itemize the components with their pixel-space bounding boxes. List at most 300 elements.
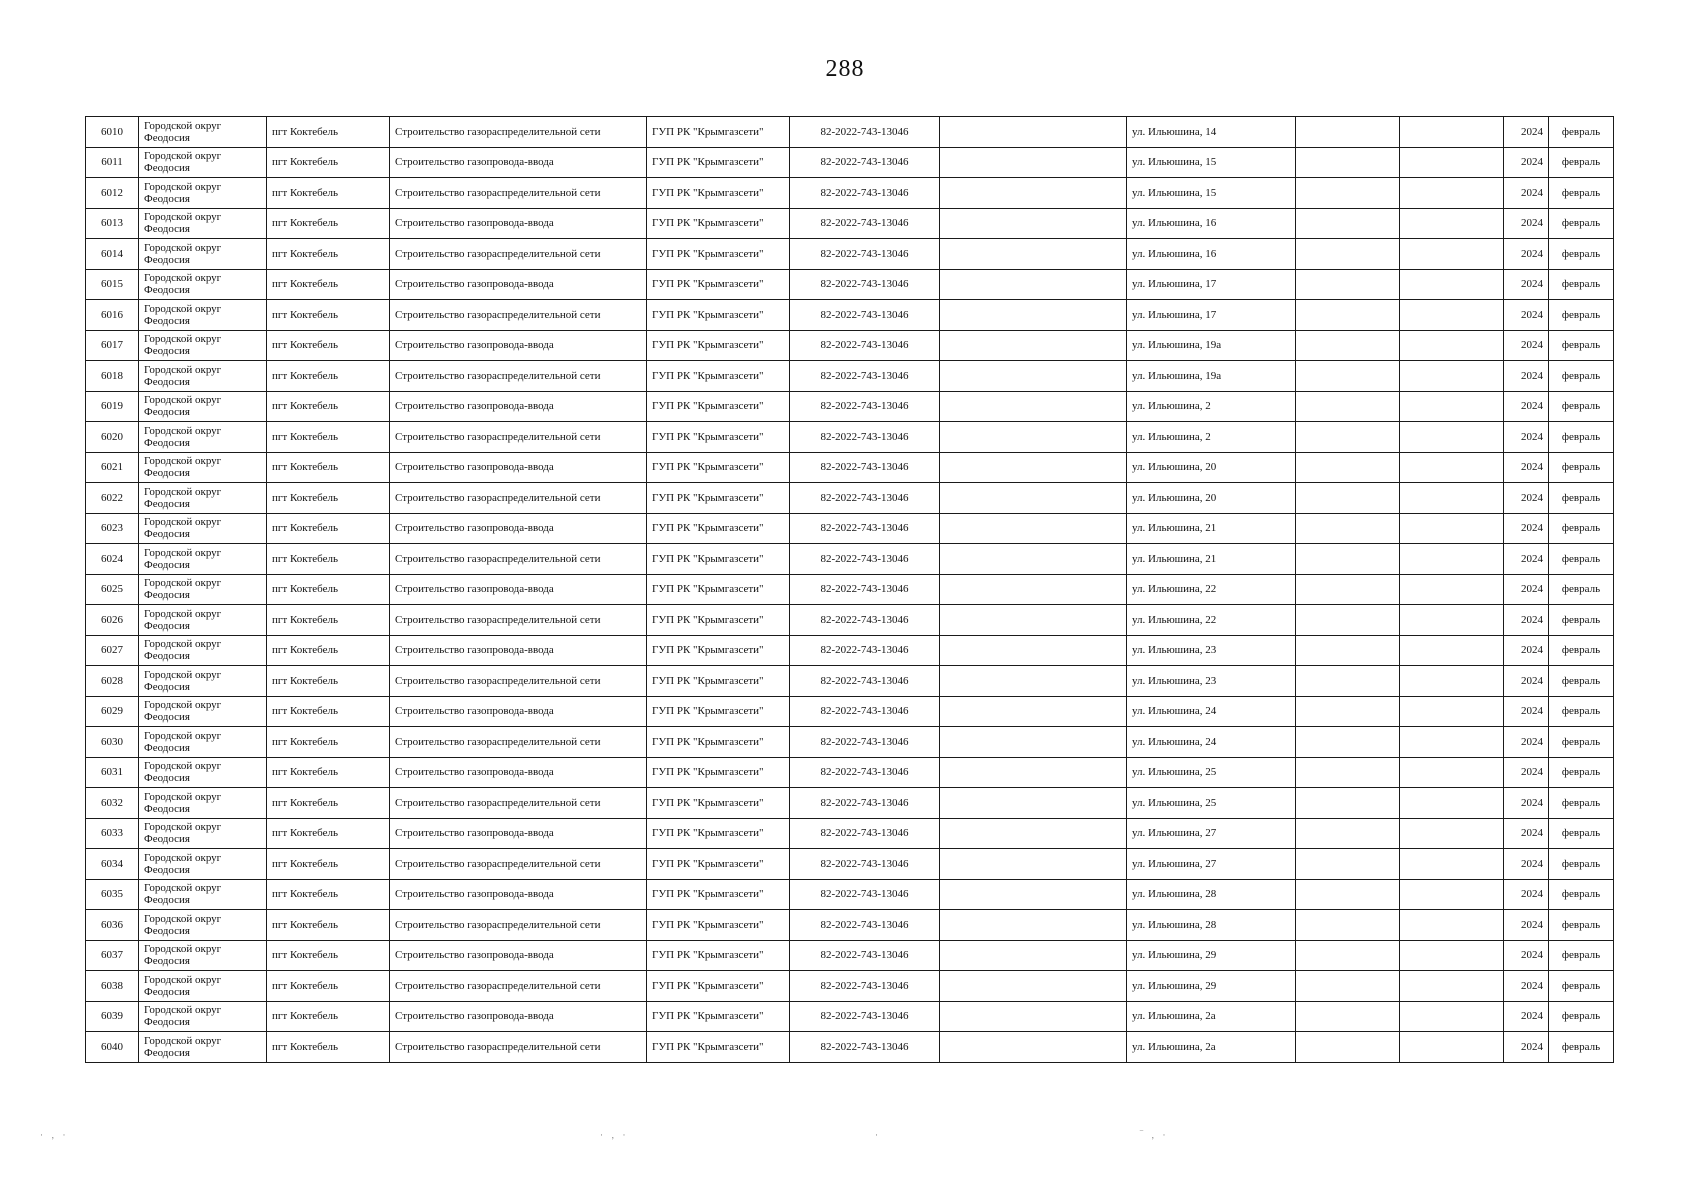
district-line: Городской округ <box>144 760 222 773</box>
work-type-cell: Строительство газопровода-ввода <box>390 574 647 605</box>
empty-cell <box>940 574 1127 605</box>
district-line: Городской округ <box>144 1004 222 1017</box>
district-line: Феодосия <box>144 131 190 144</box>
registry-code-cell: 82-2022-743-13046 <box>790 269 940 300</box>
organization-cell: ГУП РК "Крымгазсети" <box>647 605 790 636</box>
row-number-cell: 6023 <box>86 513 139 544</box>
empty-cell <box>1296 300 1400 331</box>
table-row <box>86 147 1614 178</box>
district-line: Городской округ <box>144 394 222 407</box>
scan-speck: · ‚ · <box>40 1130 69 1140</box>
district-line: Феодосия <box>144 528 190 541</box>
district-line: Городской округ <box>144 272 222 285</box>
registry-table <box>85 116 1614 1063</box>
row-number-cell: 6029 <box>86 696 139 727</box>
empty-cell <box>940 605 1127 636</box>
district-cell <box>139 330 267 361</box>
year-cell: 2024 <box>1504 1032 1549 1063</box>
address-cell: ул. Ильюшина, 27 <box>1127 818 1296 849</box>
year-cell: 2024 <box>1504 910 1549 941</box>
district-cell <box>139 574 267 605</box>
table-row <box>86 269 1614 300</box>
settlement-cell: пгт Коктебель <box>267 483 390 514</box>
district-cell <box>139 879 267 910</box>
registry-code-cell: 82-2022-743-13046 <box>790 1032 940 1063</box>
month-cell: февраль <box>1549 391 1614 422</box>
empty-cell <box>1296 178 1400 209</box>
year-cell: 2024 <box>1504 239 1549 270</box>
organization-cell: ГУП РК "Крымгазсети" <box>647 910 790 941</box>
organization-cell: ГУП РК "Крымгазсети" <box>647 391 790 422</box>
table-row <box>86 849 1614 880</box>
organization-cell: ГУП РК "Крымгазсети" <box>647 178 790 209</box>
registry-code-cell: 82-2022-743-13046 <box>790 666 940 697</box>
table-row <box>86 117 1614 148</box>
month-cell: февраль <box>1549 330 1614 361</box>
row-number-cell: 6021 <box>86 452 139 483</box>
work-type-cell: Строительство газопровода-ввода <box>390 757 647 788</box>
row-number-cell: 6020 <box>86 422 139 453</box>
work-type-cell: Строительство газораспределительной сети <box>390 605 647 636</box>
settlement-cell: пгт Коктебель <box>267 788 390 819</box>
empty-cell <box>1296 849 1400 880</box>
empty-cell <box>1296 910 1400 941</box>
district-cell <box>139 208 267 239</box>
registry-code-cell: 82-2022-743-13046 <box>790 178 940 209</box>
district-line: Феодосия <box>144 436 190 449</box>
month-cell: февраль <box>1549 452 1614 483</box>
organization-cell: ГУП РК "Крымгазсети" <box>647 117 790 148</box>
year-cell: 2024 <box>1504 147 1549 178</box>
settlement-cell: пгт Коктебель <box>267 239 390 270</box>
empty-cell <box>940 757 1127 788</box>
empty-cell <box>940 239 1127 270</box>
organization-cell: ГУП РК "Крымгазсети" <box>647 239 790 270</box>
work-type-cell: Строительство газораспределительной сети <box>390 727 647 758</box>
empty-cell <box>940 910 1127 941</box>
address-cell: ул. Ильюшина, 21 <box>1127 544 1296 575</box>
district-line: Феодосия <box>144 650 190 663</box>
table-row <box>86 178 1614 209</box>
table-row <box>86 574 1614 605</box>
row-number-cell: 6039 <box>86 1001 139 1032</box>
district-line: Городской округ <box>144 668 222 681</box>
settlement-cell: пгт Коктебель <box>267 391 390 422</box>
year-cell: 2024 <box>1504 635 1549 666</box>
registry-code-cell: 82-2022-743-13046 <box>790 422 940 453</box>
year-cell: 2024 <box>1504 1001 1549 1032</box>
district-cell <box>139 1032 267 1063</box>
district-line: Городской округ <box>144 882 222 895</box>
organization-cell: ГУП РК "Крымгазсети" <box>647 544 790 575</box>
address-cell: ул. Ильюшина, 27 <box>1127 849 1296 880</box>
address-cell: ул. Ильюшина, 21 <box>1127 513 1296 544</box>
row-number-cell: 6031 <box>86 757 139 788</box>
organization-cell: ГУП РК "Крымгазсети" <box>647 452 790 483</box>
district-line: Феодосия <box>144 711 190 724</box>
district-line: Городской округ <box>144 912 222 925</box>
month-cell: февраль <box>1549 605 1614 636</box>
row-number-cell: 6018 <box>86 361 139 392</box>
empty-cell <box>940 635 1127 666</box>
settlement-cell: пгт Коктебель <box>267 696 390 727</box>
empty-cell <box>940 513 1127 544</box>
organization-cell: ГУП РК "Крымгазсети" <box>647 849 790 880</box>
address-cell: ул. Ильюшина, 28 <box>1127 879 1296 910</box>
table-row <box>86 971 1614 1002</box>
district-line: Феодосия <box>144 985 190 998</box>
district-line: Городской округ <box>144 333 222 346</box>
registry-code-cell: 82-2022-743-13046 <box>790 574 940 605</box>
registry-code-cell: 82-2022-743-13046 <box>790 239 940 270</box>
work-type-cell: Строительство газораспределительной сети <box>390 117 647 148</box>
settlement-cell: пгт Коктебель <box>267 727 390 758</box>
empty-cell <box>1296 1032 1400 1063</box>
district-line: Городской округ <box>144 790 222 803</box>
month-cell: февраль <box>1549 117 1614 148</box>
district-line: Феодосия <box>144 802 190 815</box>
empty-cell <box>940 483 1127 514</box>
work-type-cell: Строительство газопровода-ввода <box>390 635 647 666</box>
settlement-cell: пгт Коктебель <box>267 849 390 880</box>
month-cell: февраль <box>1549 269 1614 300</box>
row-number-cell: 6037 <box>86 940 139 971</box>
year-cell: 2024 <box>1504 422 1549 453</box>
work-type-cell: Строительство газораспределительной сети <box>390 544 647 575</box>
work-type-cell: Строительство газопровода-ввода <box>390 330 647 361</box>
table-row <box>86 422 1614 453</box>
address-cell: ул. Ильюшина, 24 <box>1127 696 1296 727</box>
empty-cell <box>1296 757 1400 788</box>
empty-cell <box>1296 117 1400 148</box>
address-cell: ул. Ильюшина, 16 <box>1127 239 1296 270</box>
empty-cell <box>1400 544 1504 575</box>
district-cell <box>139 300 267 331</box>
district-line: Городской округ <box>144 485 222 498</box>
district-cell <box>139 269 267 300</box>
month-cell: февраль <box>1549 971 1614 1002</box>
address-cell: ул. Ильюшина, 15 <box>1127 147 1296 178</box>
row-number-cell: 6015 <box>86 269 139 300</box>
year-cell: 2024 <box>1504 269 1549 300</box>
empty-cell <box>1296 971 1400 1002</box>
settlement-cell: пгт Коктебель <box>267 544 390 575</box>
empty-cell <box>1400 208 1504 239</box>
district-line: Феодосия <box>144 497 190 510</box>
row-number-cell: 6040 <box>86 1032 139 1063</box>
empty-cell <box>1296 269 1400 300</box>
empty-cell <box>1296 574 1400 605</box>
district-line: Феодосия <box>144 162 190 175</box>
empty-cell <box>940 971 1127 1002</box>
district-cell <box>139 544 267 575</box>
organization-cell: ГУП РК "Крымгазсети" <box>647 879 790 910</box>
month-cell: февраль <box>1549 666 1614 697</box>
registry-code-cell: 82-2022-743-13046 <box>790 849 940 880</box>
empty-cell <box>1296 940 1400 971</box>
district-line: Феодосия <box>144 924 190 937</box>
empty-cell <box>1296 879 1400 910</box>
row-number-cell: 6014 <box>86 239 139 270</box>
row-number-cell: 6013 <box>86 208 139 239</box>
month-cell: февраль <box>1549 239 1614 270</box>
district-cell <box>139 178 267 209</box>
district-line: Городской округ <box>144 363 222 376</box>
year-cell: 2024 <box>1504 818 1549 849</box>
month-cell: февраль <box>1549 574 1614 605</box>
empty-cell <box>940 269 1127 300</box>
district-cell <box>139 727 267 758</box>
empty-cell <box>1296 666 1400 697</box>
table-row <box>86 361 1614 392</box>
month-cell: февраль <box>1549 300 1614 331</box>
district-cell <box>139 147 267 178</box>
registry-code-cell: 82-2022-743-13046 <box>790 757 940 788</box>
empty-cell <box>1400 361 1504 392</box>
district-line: Феодосия <box>144 955 190 968</box>
district-cell <box>139 849 267 880</box>
district-line: Городской округ <box>144 973 222 986</box>
district-cell <box>139 452 267 483</box>
empty-cell <box>1400 422 1504 453</box>
empty-cell <box>940 422 1127 453</box>
district-line: Феодосия <box>144 223 190 236</box>
month-cell: февраль <box>1549 818 1614 849</box>
district-line: Феодосия <box>144 1046 190 1059</box>
month-cell: февраль <box>1549 788 1614 819</box>
table-row <box>86 483 1614 514</box>
row-number-cell: 6019 <box>86 391 139 422</box>
empty-cell <box>940 696 1127 727</box>
empty-cell <box>1400 1032 1504 1063</box>
year-cell: 2024 <box>1504 971 1549 1002</box>
district-cell <box>139 666 267 697</box>
month-cell: февраль <box>1549 208 1614 239</box>
row-number-cell: 6027 <box>86 635 139 666</box>
address-cell: ул. Ильюшина, 22 <box>1127 605 1296 636</box>
row-number-cell: 6010 <box>86 117 139 148</box>
scan-speck: ‾ ‚ · <box>1140 1130 1169 1140</box>
settlement-cell: пгт Коктебель <box>267 818 390 849</box>
settlement-cell: пгт Коктебель <box>267 910 390 941</box>
organization-cell: ГУП РК "Крымгазсети" <box>647 940 790 971</box>
table-row <box>86 544 1614 575</box>
organization-cell: ГУП РК "Крымгазсети" <box>647 513 790 544</box>
year-cell: 2024 <box>1504 513 1549 544</box>
year-cell: 2024 <box>1504 391 1549 422</box>
address-cell: ул. Ильюшина, 19а <box>1127 361 1296 392</box>
district-line: Феодосия <box>144 741 190 754</box>
district-cell <box>139 757 267 788</box>
empty-cell <box>940 1001 1127 1032</box>
row-number-cell: 6024 <box>86 544 139 575</box>
settlement-cell: пгт Коктебель <box>267 117 390 148</box>
address-cell: ул. Ильюшина, 20 <box>1127 452 1296 483</box>
district-line: Феодосия <box>144 284 190 297</box>
empty-cell <box>1400 1001 1504 1032</box>
empty-cell <box>1296 727 1400 758</box>
address-cell: ул. Ильюшина, 15 <box>1127 178 1296 209</box>
table-row <box>86 605 1614 636</box>
empty-cell <box>1296 788 1400 819</box>
district-line: Городской округ <box>144 302 222 315</box>
district-line: Городской округ <box>144 211 222 224</box>
settlement-cell: пгт Коктебель <box>267 269 390 300</box>
year-cell: 2024 <box>1504 483 1549 514</box>
year-cell: 2024 <box>1504 849 1549 880</box>
registry-code-cell: 82-2022-743-13046 <box>790 300 940 331</box>
registry-code-cell: 82-2022-743-13046 <box>790 971 940 1002</box>
district-cell <box>139 1001 267 1032</box>
district-cell <box>139 483 267 514</box>
district-cell <box>139 605 267 636</box>
address-cell: ул. Ильюшина, 20 <box>1127 483 1296 514</box>
table-row <box>86 696 1614 727</box>
empty-cell <box>1400 239 1504 270</box>
district-line: Феодосия <box>144 833 190 846</box>
table-row <box>86 239 1614 270</box>
table-row <box>86 757 1614 788</box>
registry-code-cell: 82-2022-743-13046 <box>790 361 940 392</box>
empty-cell <box>940 117 1127 148</box>
district-line: Городской округ <box>144 119 222 132</box>
district-line: Феодосия <box>144 558 190 571</box>
empty-cell <box>1400 300 1504 331</box>
registry-code-cell: 82-2022-743-13046 <box>790 1001 940 1032</box>
district-cell <box>139 117 267 148</box>
month-cell: февраль <box>1549 727 1614 758</box>
organization-cell: ГУП РК "Крымгазсети" <box>647 1001 790 1032</box>
organization-cell: ГУП РК "Крымгазсети" <box>647 574 790 605</box>
empty-cell <box>1400 818 1504 849</box>
month-cell: февраль <box>1549 178 1614 209</box>
settlement-cell: пгт Коктебель <box>267 422 390 453</box>
organization-cell: ГУП РК "Крымгазсети" <box>647 269 790 300</box>
settlement-cell: пгт Коктебель <box>267 666 390 697</box>
registry-code-cell: 82-2022-743-13046 <box>790 879 940 910</box>
settlement-cell: пгт Коктебель <box>267 1032 390 1063</box>
address-cell: ул. Ильюшина, 2а <box>1127 1001 1296 1032</box>
organization-cell: ГУП РК "Крымгазсети" <box>647 422 790 453</box>
work-type-cell: Строительство газораспределительной сети <box>390 300 647 331</box>
registry-code-cell: 82-2022-743-13046 <box>790 147 940 178</box>
table-row <box>86 391 1614 422</box>
year-cell: 2024 <box>1504 300 1549 331</box>
empty-cell <box>940 361 1127 392</box>
settlement-cell: пгт Коктебель <box>267 574 390 605</box>
row-number-cell: 6034 <box>86 849 139 880</box>
empty-cell <box>1296 605 1400 636</box>
empty-cell <box>940 788 1127 819</box>
page-number: 288 <box>825 56 865 82</box>
district-cell <box>139 513 267 544</box>
empty-cell <box>1296 330 1400 361</box>
table-row <box>86 635 1614 666</box>
empty-cell <box>1400 696 1504 727</box>
empty-cell <box>1296 544 1400 575</box>
settlement-cell: пгт Коктебель <box>267 940 390 971</box>
year-cell: 2024 <box>1504 208 1549 239</box>
year-cell: 2024 <box>1504 879 1549 910</box>
registry-table-body <box>86 117 1614 1063</box>
month-cell: февраль <box>1549 910 1614 941</box>
district-line: Феодосия <box>144 253 190 266</box>
settlement-cell: пгт Коктебель <box>267 1001 390 1032</box>
row-number-cell: 6032 <box>86 788 139 819</box>
address-cell: ул. Ильюшина, 2 <box>1127 391 1296 422</box>
empty-cell <box>1296 239 1400 270</box>
organization-cell: ГУП РК "Крымгазсети" <box>647 788 790 819</box>
empty-cell <box>1296 635 1400 666</box>
work-type-cell: Строительство газораспределительной сети <box>390 849 647 880</box>
empty-cell <box>1400 483 1504 514</box>
empty-cell <box>1400 727 1504 758</box>
address-cell: ул. Ильюшина, 24 <box>1127 727 1296 758</box>
row-number-cell: 6035 <box>86 879 139 910</box>
registry-code-cell: 82-2022-743-13046 <box>790 818 940 849</box>
registry-code-cell: 82-2022-743-13046 <box>790 635 940 666</box>
address-cell: ул. Ильюшина, 19а <box>1127 330 1296 361</box>
registry-code-cell: 82-2022-743-13046 <box>790 788 940 819</box>
table-row <box>86 513 1614 544</box>
empty-cell <box>1400 452 1504 483</box>
table-row <box>86 666 1614 697</box>
address-cell: ул. Ильюшина, 25 <box>1127 757 1296 788</box>
scan-speck: · <box>875 1130 881 1140</box>
work-type-cell: Строительство газораспределительной сети <box>390 666 647 697</box>
table-row <box>86 330 1614 361</box>
address-cell: ул. Ильюшина, 29 <box>1127 971 1296 1002</box>
empty-cell <box>1400 605 1504 636</box>
table-row <box>86 300 1614 331</box>
district-line: Городской округ <box>144 729 222 742</box>
work-type-cell: Строительство газопровода-ввода <box>390 391 647 422</box>
work-type-cell: Строительство газопровода-ввода <box>390 696 647 727</box>
address-cell: ул. Ильюшина, 17 <box>1127 269 1296 300</box>
district-cell <box>139 788 267 819</box>
district-line: Городской округ <box>144 607 222 620</box>
work-type-cell: Строительство газораспределительной сети <box>390 239 647 270</box>
settlement-cell: пгт Коктебель <box>267 879 390 910</box>
empty-cell <box>1400 757 1504 788</box>
empty-cell <box>1400 574 1504 605</box>
month-cell: февраль <box>1549 483 1614 514</box>
address-cell: ул. Ильюшина, 16 <box>1127 208 1296 239</box>
work-type-cell: Строительство газораспределительной сети <box>390 910 647 941</box>
empty-cell <box>1296 452 1400 483</box>
work-type-cell: Строительство газопровода-ввода <box>390 147 647 178</box>
organization-cell: ГУП РК "Крымгазсети" <box>647 483 790 514</box>
month-cell: февраль <box>1549 635 1614 666</box>
empty-cell <box>940 849 1127 880</box>
empty-cell <box>940 666 1127 697</box>
month-cell: февраль <box>1549 1001 1614 1032</box>
district-cell <box>139 696 267 727</box>
year-cell: 2024 <box>1504 727 1549 758</box>
work-type-cell: Строительство газопровода-ввода <box>390 879 647 910</box>
district-line: Городской округ <box>144 241 222 254</box>
table-row <box>86 1001 1614 1032</box>
district-cell <box>139 391 267 422</box>
settlement-cell: пгт Коктебель <box>267 361 390 392</box>
empty-cell <box>1296 818 1400 849</box>
district-line: Феодосия <box>144 345 190 358</box>
registry-code-cell: 82-2022-743-13046 <box>790 391 940 422</box>
empty-cell <box>1400 666 1504 697</box>
table-row <box>86 1032 1614 1063</box>
year-cell: 2024 <box>1504 940 1549 971</box>
district-line: Городской округ <box>144 851 222 864</box>
